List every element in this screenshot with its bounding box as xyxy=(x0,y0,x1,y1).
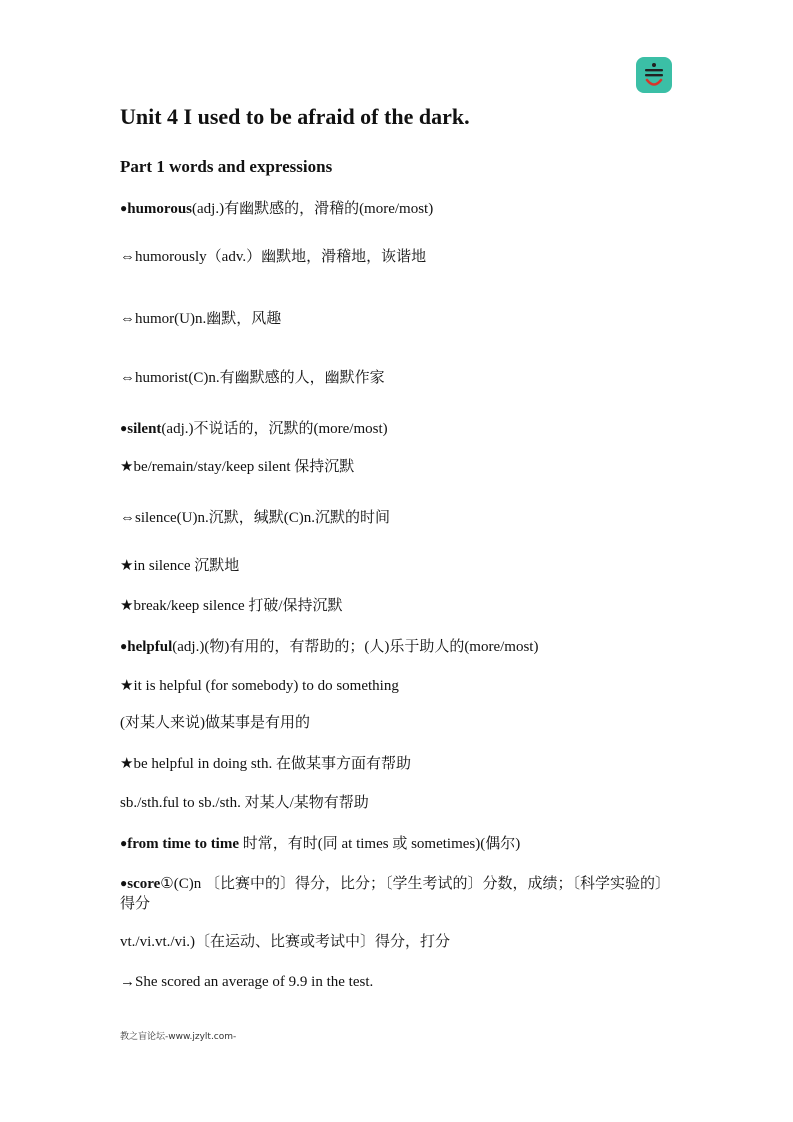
line-marker: ★ xyxy=(120,598,134,614)
vocab-definition: humorist(C)n.有幽默感的人，幽默作家 xyxy=(135,370,385,386)
vocab-definition: ①(C)n 〔比赛中的〕得分，比分；〔学生考试的〕分数，成绩；〔科学实验的〕得分 xyxy=(120,876,670,912)
vocab-line xyxy=(120,754,680,774)
vocab-term: silent xyxy=(127,421,162,437)
vocab-line xyxy=(120,713,680,733)
vocab-line xyxy=(120,457,680,477)
footer-text: 教之盲论坛-www.jzylt.com- xyxy=(120,1032,237,1042)
line-marker: ⇔ xyxy=(120,510,135,526)
vocab-line xyxy=(120,636,680,657)
line-marker: ⇔ xyxy=(120,311,135,327)
vocab-line xyxy=(120,972,680,992)
line-marker: ★ xyxy=(120,558,134,574)
line-marker: ● xyxy=(120,421,128,435)
line-marker: ★ xyxy=(120,756,134,772)
vocab-line xyxy=(120,676,680,696)
vocab-definition: sb./sth.ful to sb./sth. 对某人/某物有帮助 xyxy=(120,795,369,811)
vocab-line xyxy=(120,793,680,813)
vocab-line xyxy=(120,368,680,388)
section-heading: Part 1 words and expressions xyxy=(120,157,333,176)
vocab-line xyxy=(120,309,680,329)
vocab-line xyxy=(120,247,680,267)
vocab-definition: be/remain/stay/keep silent 保持沉默 xyxy=(133,459,355,475)
vocab-line xyxy=(120,508,680,528)
line-marker: ⇔ xyxy=(120,249,135,265)
vocab-term: score xyxy=(127,876,161,892)
vocab-line xyxy=(120,556,680,576)
vocab-definition: 时常，有时(同 at times 或 sometimes)(偶尔) xyxy=(239,836,521,852)
vocab-definition: break/keep silence 打破/保持沉默 xyxy=(133,598,343,614)
vocab-term: humorous xyxy=(127,201,192,217)
line-marker: → xyxy=(120,974,135,990)
line-marker: ⇔ xyxy=(120,370,135,386)
line-marker: ★ xyxy=(120,459,134,475)
vocab-line xyxy=(120,932,680,952)
bookmark-logo-icon xyxy=(636,57,672,93)
line-marker: ★ xyxy=(120,678,134,694)
line-marker: ● xyxy=(120,876,128,890)
vocab-definition: (对某人来说)做某事是有用的 xyxy=(120,715,310,731)
vocab-line xyxy=(120,596,680,616)
vocab-definition: in silence 沉默地 xyxy=(133,558,240,574)
vocab-term: from time to time xyxy=(127,836,240,852)
vocab-term: helpful xyxy=(127,639,173,655)
line-marker: ● xyxy=(120,201,128,215)
vocab-definition: humorously（adv.）幽默地，滑稽地，诙谐地 xyxy=(135,249,427,265)
vocab-definition: humor(U)n.幽默，风趣 xyxy=(135,311,282,327)
vocab-line xyxy=(120,833,680,854)
line-marker: ● xyxy=(120,639,128,653)
page-title: Unit 4 I used to be afraid of the dark. xyxy=(120,104,470,129)
vocab-line xyxy=(120,198,680,219)
vocab-line xyxy=(120,418,680,439)
vocab-definition: it is helpful (for somebody) to do something xyxy=(133,678,399,694)
vocab-definition: silence(U)n.沉默，缄默(C)n.沉默的时间 xyxy=(135,510,390,526)
vocab-line xyxy=(120,873,672,914)
vocab-definition: be helpful in doing sth. 在做某事方面有帮助 xyxy=(133,756,411,772)
vocab-definition: vt./vi.vt./vi.)〔在运动、比赛或考试中〕得分，打分 xyxy=(120,934,451,950)
line-marker: ● xyxy=(120,836,128,850)
vocab-definition: (adj.)(物)有用的，有帮助的；(人)乐于助人的(more/most) xyxy=(172,639,539,655)
vocab-definition: She scored an average of 9.9 in the test. xyxy=(135,974,374,990)
vocab-definition: (adj.)不说话的，沉默的(more/most) xyxy=(161,421,388,437)
vocab-definition: (adj.)有幽默感的，滑稽的(more/most) xyxy=(192,201,434,217)
